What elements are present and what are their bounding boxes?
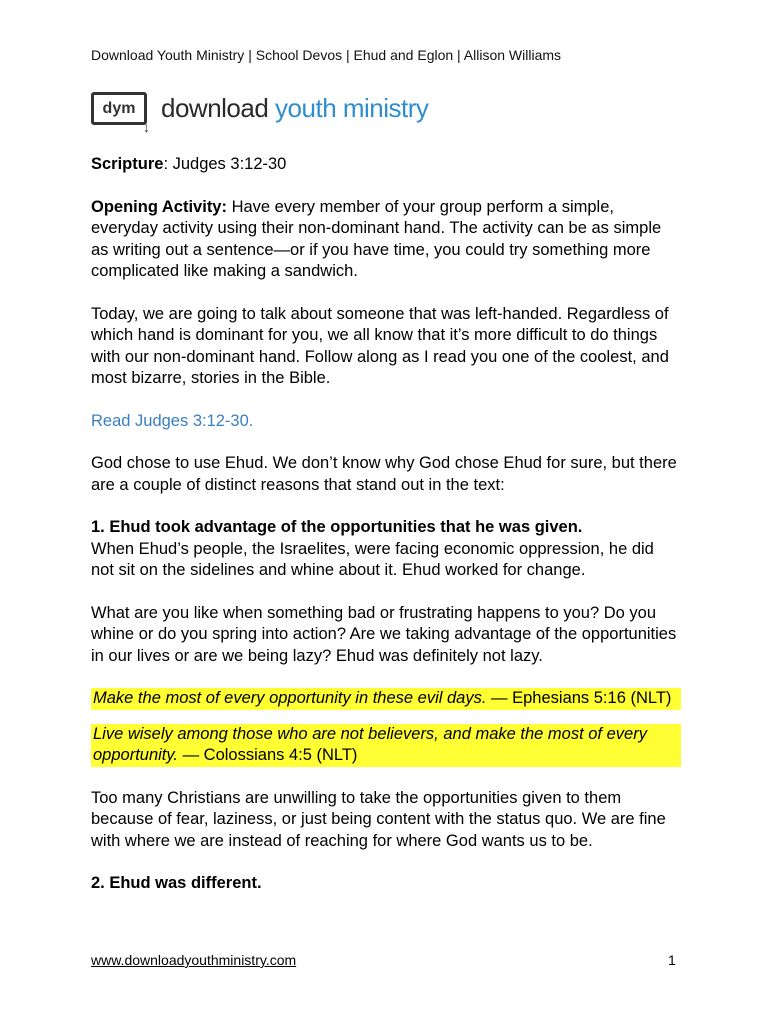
document-body [91, 154, 681, 916]
intro-paragraph: Today, we are going to talk about someone that was left-handed. Regardless of which hand is dominant for you, we all know that it’s more difficult to do things with our non-dominant hand. Follow along as I read you one of the coolest, and most bizarre, stories in the Bible. [91, 304, 669, 387]
footer-website-link[interactable]: www.downloadyouthministry.com [91, 952, 297, 968]
question-paragraph: What are you like when something bad or frustrating happens to you? Do you whine or do you spring into action? Are we taking advantage of the opportunities in our lives or are we being lazy? Ehud was definitely not lazy. [91, 603, 677, 665]
point-2-heading: 2. Ehud was different. [91, 874, 262, 892]
read-judges-link[interactable]: Read Judges 3:12-30. [91, 411, 254, 430]
opening-activity-text: Have every member of your group perform a simple, everyday activity using their non-dominant hand. The activity can be as simple as writing out a sentence—or if you have time, you could try something more complicated like making a sandwich. [91, 197, 662, 280]
quote-colossians-text: Live wisely among those who are not believers, and make the most of every opportunity. [93, 724, 647, 764]
god-chose-paragraph: God chose to use Ehud. We don’t know why God chose Ehud for sure, but there are a couple of distinct reasons that stand out in the text: [91, 454, 677, 494]
point-1 [91, 517, 681, 582]
scripture-ref: : Judges 3:12-30 [163, 155, 287, 173]
download-arrow-icon: ↓ [143, 119, 150, 135]
quote-ephesians-ref: — Ephesians 5:16 (NLT) [486, 689, 672, 707]
quote-colossians [91, 724, 681, 767]
quote-colossians-ref: — Colossians 4:5 (NLT) [178, 746, 358, 764]
scripture-label: Scripture [91, 155, 164, 173]
dym-logo [91, 92, 429, 135]
logo-word-download: download [161, 93, 269, 123]
point-1-heading: 1. Ehud took advantage of the opportunities that he was given. [91, 518, 583, 536]
opening-activity [91, 197, 681, 283]
christians-paragraph: Too many Christians are unwilling to take the opportunities given to them because of fear, laziness, or just being content with the status quo. We are fine with where we are instead of reaching for where God wants us to be. [91, 788, 666, 850]
page-header: Download Youth Ministry | School Devos | Ehud and Eglon | Allison Williams [91, 47, 562, 63]
point-1-text: When Ehud’s people, the Israelites, were facing economic oppression, he did not sit on the sidelines and whine about it. Ehud worked for change. [91, 539, 654, 579]
opening-activity-label: Opening Activity: [91, 197, 227, 216]
dym-logo-mark [91, 92, 150, 135]
quote-ephesians [91, 688, 681, 710]
logo-word-youth-ministry: youth ministry [275, 93, 429, 123]
scripture-line [91, 154, 681, 176]
page-number: 1 [668, 952, 676, 968]
quote-ephesians-text: Make the most of every opportunity in these evil days. [93, 689, 487, 707]
logo-mark-text: dym [102, 99, 136, 117]
logo-wordmark [161, 93, 428, 124]
